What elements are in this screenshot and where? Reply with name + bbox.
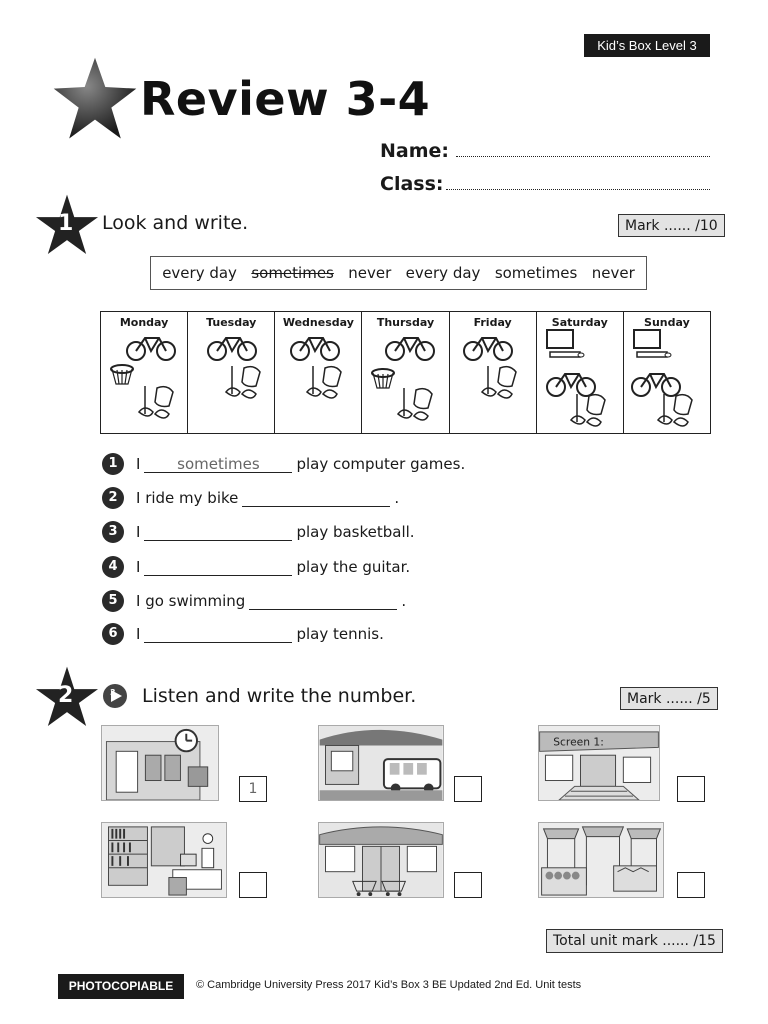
day-name: Monday — [119, 316, 169, 329]
name-field[interactable] — [456, 156, 710, 157]
library-picture — [101, 822, 227, 898]
class-field[interactable] — [446, 189, 710, 190]
day-column-friday — [450, 312, 537, 433]
word-bank-item: never — [348, 264, 392, 282]
answer-box-1[interactable]: 1 — [239, 776, 267, 802]
computer-icon — [632, 328, 672, 360]
basketball-hoop-icon — [370, 368, 396, 392]
copyright-text: © Cambridge University Press 2017 Kid’s Box 3 BE Updated 2nd Ed. Unit tests — [196, 979, 582, 991]
swimming-gear-icon — [222, 362, 266, 404]
day-name: Wednesday — [282, 316, 354, 329]
day-name: Saturday — [551, 316, 608, 329]
level-tag: Kid’s Box Level 3 — [584, 34, 710, 57]
day-column-wednesday — [275, 312, 362, 433]
answer-box-5[interactable] — [454, 872, 482, 898]
section-2-mark: Mark ...... /5 — [620, 687, 718, 710]
cinema-picture — [538, 725, 660, 801]
section-1-instruction: Look and write. — [102, 212, 249, 234]
swimming-gear-icon — [394, 384, 438, 426]
day-column-tuesday — [188, 312, 275, 433]
answer-blank[interactable] — [144, 558, 292, 576]
name-label: Name: — [380, 140, 450, 162]
question-6 — [102, 623, 384, 645]
question-text-before: I ride my bike — [136, 489, 239, 507]
bike-icon — [289, 332, 341, 362]
question-1 — [102, 453, 465, 475]
word-bank-item: never — [591, 264, 635, 282]
star-icon — [52, 56, 138, 142]
bike-icon — [125, 332, 177, 362]
cafe-picture — [101, 725, 219, 801]
swimming-gear-icon — [567, 390, 611, 432]
day-column-saturday — [537, 312, 624, 433]
bus-station-picture — [318, 725, 444, 801]
section-2-instruction: Listen and write the number. — [142, 685, 417, 707]
answer-blank[interactable] — [144, 523, 292, 541]
question-text-after: play basketball. — [296, 523, 415, 541]
day-column-thursday — [362, 312, 449, 433]
answer-box-2[interactable] — [454, 776, 482, 802]
day-name: Thursday — [376, 316, 435, 329]
word-bank-item: sometimes — [494, 264, 578, 282]
supermarket-picture — [318, 822, 444, 898]
question-text-before: I go swimming — [136, 592, 246, 610]
answer-box-4[interactable] — [239, 872, 267, 898]
question-text-after: play computer games. — [296, 455, 466, 473]
section-1-number: 1 — [58, 211, 74, 236]
question-number: 5 — [102, 590, 124, 612]
word-bank-item: every day — [405, 264, 481, 282]
market-picture — [538, 822, 664, 898]
bike-icon — [384, 332, 436, 362]
word-bank-item-struck: sometimes — [251, 264, 334, 282]
bike-icon — [462, 332, 514, 362]
question-number: 3 — [102, 521, 124, 543]
swimming-gear-icon — [135, 382, 179, 424]
section-2-number: 2 — [58, 683, 74, 708]
day-name: Sunday — [644, 316, 690, 329]
answer-box-6[interactable] — [677, 872, 705, 898]
photocopiable-tag: PHOTOCOPIABLE — [58, 974, 184, 999]
answer-blank[interactable] — [249, 592, 397, 610]
day-column-sunday — [624, 312, 710, 433]
question-text-after: play tennis. — [296, 625, 384, 643]
question-4 — [102, 556, 410, 578]
page-title: Review 3-4 — [140, 72, 431, 126]
class-label: Class: — [380, 173, 444, 195]
basketball-hoop-icon — [109, 364, 135, 388]
question-number: 1 — [102, 453, 124, 475]
question-2 — [102, 487, 399, 509]
answer-blank[interactable] — [144, 625, 292, 643]
answer-box-3[interactable] — [677, 776, 705, 802]
day-column-monday — [101, 312, 188, 433]
cinema-sign-text: Screen 1: — [553, 735, 604, 749]
question-5 — [102, 590, 406, 612]
swimming-gear-icon — [303, 362, 347, 404]
computer-icon — [545, 328, 585, 360]
total-unit-mark: Total unit mark ...... /15 — [546, 929, 723, 953]
swimming-gear-icon — [478, 362, 522, 404]
question-text-after: . — [401, 592, 407, 610]
week-activity-table — [100, 311, 711, 434]
section-1-mark: Mark ...... /10 — [618, 214, 725, 237]
word-bank — [150, 256, 647, 290]
question-text-before: I — [136, 625, 141, 643]
question-number: 2 — [102, 487, 124, 509]
word-bank-item: every day — [162, 264, 237, 282]
question-text-before: I — [136, 523, 141, 541]
answer-blank[interactable]: sometimes — [144, 455, 292, 473]
question-number: 4 — [102, 556, 124, 578]
question-text-before: I — [136, 455, 141, 473]
question-text-after: . — [394, 489, 400, 507]
swimming-gear-icon — [654, 390, 698, 432]
day-name: Friday — [473, 316, 512, 329]
question-number: 6 — [102, 623, 124, 645]
track-number: 3 — [110, 688, 116, 697]
question-text-before: I — [136, 558, 141, 576]
bike-icon — [206, 332, 258, 362]
day-name: Tuesday — [206, 316, 257, 329]
answer-blank[interactable] — [242, 489, 390, 507]
question-3 — [102, 521, 415, 543]
question-text-after: play the guitar. — [296, 558, 411, 576]
